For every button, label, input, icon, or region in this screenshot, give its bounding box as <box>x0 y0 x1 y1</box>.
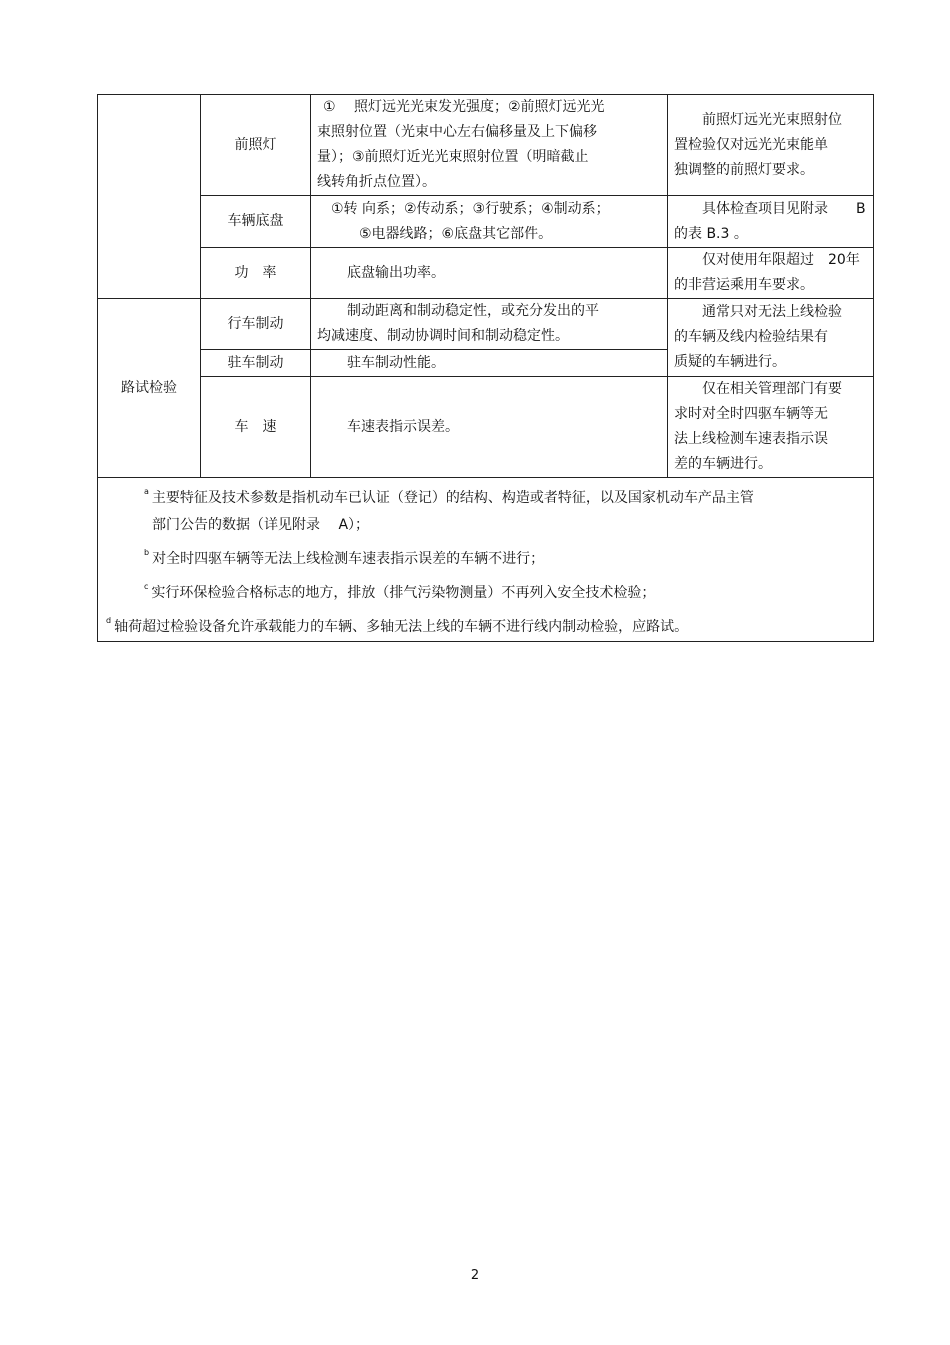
content-line: 制动距离和制动稳定性，或充分发出的平 <box>347 303 599 319</box>
remark-line: 法上线检测车速表指示误 <box>674 431 828 447</box>
footnote-text: 对全时四驱车辆等无法上线检测车速表指示误差的车辆不进行； <box>152 551 545 567</box>
remark-cell <box>668 299 874 377</box>
content-cell <box>311 350 668 377</box>
footnote-mark: b <box>144 548 150 557</box>
item-cell: 车 速 <box>201 377 311 478</box>
remark-cell <box>668 248 874 299</box>
remark-line: 的车辆及线内检验结果有 <box>674 329 828 345</box>
table-row <box>98 196 874 248</box>
item-cell: 功 率 <box>201 248 311 299</box>
content-cell <box>311 377 668 478</box>
footnote-mark: a <box>144 487 149 496</box>
content-line: 束照射位置（光束中心左右偏移量及上下偏移 <box>317 124 597 140</box>
item-cell: 行车制动 <box>201 299 311 350</box>
footnote-mark: d <box>106 616 112 625</box>
content-line: 驻车制动性能。 <box>347 354 445 371</box>
page-number: 2 <box>470 1268 480 1283</box>
remark-line: 的非营运乘用车要求。 <box>674 277 814 293</box>
footnote-mark: c <box>144 582 149 591</box>
table-row <box>98 95 874 196</box>
remark-line: 独调整的前照灯要求。 <box>674 161 814 178</box>
content-cell <box>311 248 668 299</box>
content-line: 线转角折点位置）。 <box>317 174 436 190</box>
footnote-text: 实行环保检验合格标志的地方，排放（排气污染物测量）不再列入安全技术检验； <box>151 585 656 601</box>
footnote-a <box>104 478 867 512</box>
notes-cell <box>98 478 874 642</box>
footnote-d <box>104 607 867 641</box>
content-line: 底盘输出功率。 <box>347 264 445 281</box>
content-cell <box>311 95 668 196</box>
content-line: ①转 向系；②传动系；③行驶系；④制动系； <box>331 200 610 217</box>
remark-line: 差的车辆进行。 <box>674 456 772 472</box>
footnote-a-continued <box>104 512 867 539</box>
remark-cell <box>668 196 874 248</box>
remark-line: 具体检查项目见附录 B <box>702 200 866 217</box>
footnote-c <box>104 573 867 607</box>
remark-line: 仅对使用年限超过 20年 <box>702 252 860 268</box>
remark-line: 质疑的车辆进行。 <box>674 354 786 370</box>
notes-row <box>98 478 874 642</box>
content-line: 车速表指示误差。 <box>347 418 459 435</box>
category-cell: 路试检验 <box>98 299 201 478</box>
footnote-text: 部门公告的数据（详见附录 A）； <box>152 517 370 533</box>
footnote-text: 主要特征及技术参数是指机动车已认证（登记）的结构、构造或者特征，以及国家机动车产品主管 <box>151 490 754 506</box>
item-cell: 前照灯 <box>201 95 311 196</box>
footnote-text: 轴荷超过检验设备允许承载能力的车辆、多轴无法上线的车辆不进行线内制动检验，应路试。 <box>114 619 689 635</box>
table-row <box>98 248 874 299</box>
remark-line: 的表 B.3 。 <box>674 225 748 242</box>
content-line: 均减速度、制动协调时间和制动稳定性。 <box>317 328 569 344</box>
footnote-b <box>104 539 867 573</box>
content-line: 量）；③前照灯近光光束照射位置（明暗截止 <box>317 149 589 165</box>
remark-line: 通常只对无法上线检验 <box>702 304 842 320</box>
item-cell: 驻车制动 <box>201 350 311 377</box>
remark-line: 前照灯远光光束照射位 <box>702 111 842 128</box>
remark-cell <box>668 95 874 196</box>
content-line: ① 照灯远光光束发光强度；②前照灯远光光 <box>323 99 605 115</box>
remark-cell <box>668 377 874 478</box>
remark-line: 仅在相关管理部门有要 <box>702 381 842 397</box>
table-row <box>98 377 874 478</box>
remark-line: 置检验仅对远光光束能单 <box>674 136 828 153</box>
remark-line: 求时对全时四驱车辆等无 <box>674 406 828 422</box>
content-cell <box>311 299 668 350</box>
content-line: ⑤电器线路；⑥底盘其它部件。 <box>359 225 553 242</box>
item-cell: 车辆底盘 <box>201 196 311 248</box>
category-cell <box>98 95 201 299</box>
inspection-spec-table <box>97 94 874 642</box>
content-cell <box>311 196 668 248</box>
table-row <box>98 299 874 350</box>
